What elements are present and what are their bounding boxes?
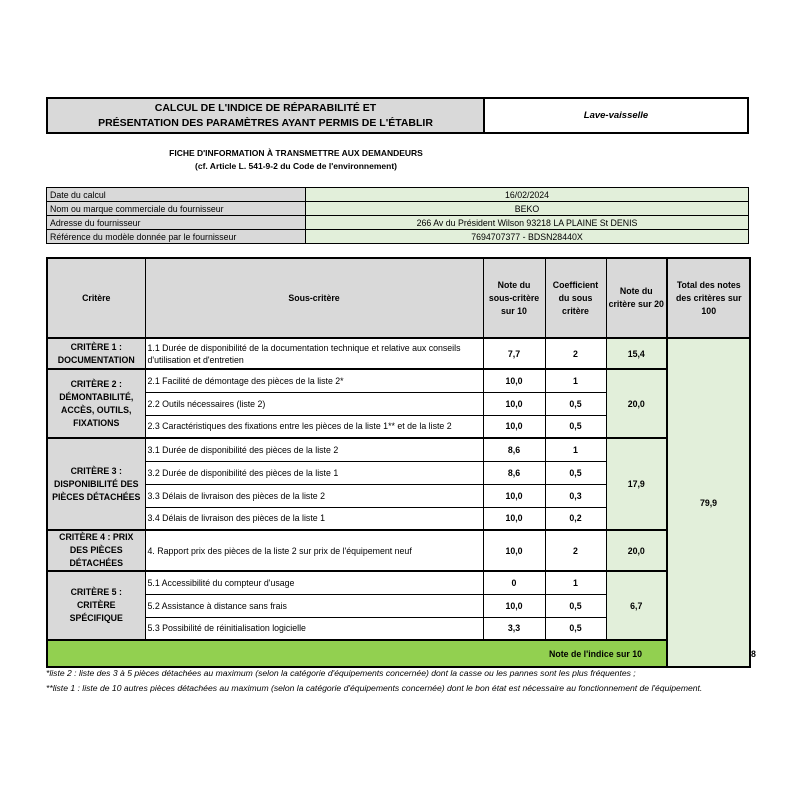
- table-row: [47, 438, 750, 461]
- criterion-4-score: 20,0: [606, 530, 667, 571]
- sub-criterion-coef: 0,5: [545, 392, 606, 415]
- table-row: [47, 369, 750, 392]
- sub-criterion-note: 10,0: [483, 530, 545, 571]
- info-row: [47, 202, 749, 216]
- sub-criterion-label: 5.1 Accessibilité du compteur d'usage: [145, 571, 483, 594]
- index-footer-row: Note de l'indice sur 10 8: [47, 640, 750, 667]
- fiche-reference: (cf. Article L. 541-9-2 du Code de l'environnement): [195, 161, 397, 171]
- header-note-critere: Note du critère sur 20: [606, 258, 667, 338]
- info-value: BEKO: [306, 202, 749, 216]
- criterion-3-score: 17,9: [606, 438, 667, 530]
- sub-criterion-note: 10,0: [483, 369, 545, 392]
- info-row: [47, 216, 749, 230]
- sub-criterion-label: 2.2 Outils nécessaires (liste 2): [145, 392, 483, 415]
- title-line-2: PRÉSENTATION DES PARAMÈTRES AYANT PERMIS DE L'ÉTABLIR: [98, 116, 433, 129]
- criterion-5-score: 6,7: [606, 571, 667, 640]
- info-row: [47, 188, 749, 202]
- sub-criterion-note: 8,6: [483, 438, 545, 461]
- table-row: [47, 530, 750, 571]
- criterion-3-name: CRITÈRE 3 : DISPONIBILITÉ DES PIÈCES DÉTACHÉES: [47, 438, 145, 530]
- sub-criterion-label: 2.1 Facilité de démontage des pièces de la liste 2*: [145, 369, 483, 392]
- title-line-1: CALCUL DE L'INDICE DE RÉPARABILITÉ ET: [154, 101, 377, 114]
- header-critere: Critère: [47, 258, 145, 338]
- sub-criterion-label: 3.3 Délais de livraison des pièces de la liste 2: [145, 484, 483, 507]
- sub-criterion-note: 3,3: [483, 617, 545, 640]
- info-value: 7694707377 - BDSN28440X: [306, 230, 749, 244]
- sub-criterion-label: 3.4 Délais de livraison des pièces de la liste 1: [145, 507, 483, 530]
- sub-criterion-note: 10,0: [483, 484, 545, 507]
- table-row: [47, 338, 750, 369]
- sub-criterion-note: 7,7: [483, 338, 545, 369]
- sub-criterion-label: 5.3 Possibilité de réinitialisation logicielle: [145, 617, 483, 640]
- sub-criterion-note: 8,6: [483, 461, 545, 484]
- sub-criterion-coef: 1: [545, 438, 606, 461]
- header-box: [46, 97, 749, 134]
- criterion-2-score: 20,0: [606, 369, 667, 438]
- info-value: 266 Av du Président Wilson 93218 LA PLAINE St DENIS: [306, 216, 749, 230]
- header-note-sous-critere: Note du sous-critère sur 10: [483, 258, 545, 338]
- criterion-1-name: CRITÈRE 1 : DOCUMENTATION: [47, 338, 145, 369]
- sub-criterion-coef: 1: [545, 571, 606, 594]
- total-score: 79,9: [667, 338, 750, 667]
- sub-criterion-note: 10,0: [483, 415, 545, 438]
- header-sous-critere: Sous-critère: [145, 258, 483, 338]
- info-label: Date du calcul: [47, 188, 306, 202]
- sub-criterion-label: 5.2 Assistance à distance sans frais: [145, 594, 483, 617]
- footnote-liste-2: *liste 2 : liste des 3 à 5 pièces détachées au maximum (selon la catégorie d'équipements concernée) dont la casse ou les pannes sont les plus fréquentes ;: [46, 668, 636, 678]
- sub-criterion-label: 4. Rapport prix des pièces de la liste 2 sur prix de l'équipement neuf: [145, 530, 483, 571]
- info-label: Adresse du fournisseur: [47, 216, 306, 230]
- criterion-2-name: CRITÈRE 2 : DÉMONTABILITÉ, ACCÈS, OUTILS, FIXATIONS: [47, 369, 145, 438]
- sub-criterion-coef: 1: [545, 369, 606, 392]
- sub-criterion-label: 2.3 Caractéristiques des fixations entre les pièces de la liste 1** et de la liste 2: [145, 415, 483, 438]
- criterion-1-score: 15,4: [606, 338, 667, 369]
- info-value: 16/02/2024: [306, 188, 749, 202]
- footnote-liste-1: **liste 1 : liste de 10 autres pièces détachées au maximum (selon la catégorie d'équipements concernée) dont le bon état est nécessaire au fonctionnement de l'équipement.: [46, 682, 703, 693]
- info-label: Référence du modèle donnée par le fournisseur: [47, 230, 306, 244]
- info-row: [47, 230, 749, 244]
- fiche-title: FICHE D'INFORMATION À TRANSMETTRE AUX DEMANDEURS: [169, 148, 423, 158]
- repairability-table: [46, 257, 756, 668]
- sub-criterion-coef: 0,5: [545, 415, 606, 438]
- header-coefficient: Coefficient du sous critère: [545, 258, 606, 338]
- sub-criterion-label: 3.2 Durée de disponibilité des pièces de la liste 1: [145, 461, 483, 484]
- sub-criterion-coef: 2: [545, 338, 606, 369]
- sub-criterion-note: 0: [483, 571, 545, 594]
- index-label: Note de l'indice sur 10: [47, 640, 667, 667]
- sub-criterion-label: 3.1 Durée de disponibilité des pièces de la liste 2: [145, 438, 483, 461]
- supplier-info-table: [46, 187, 749, 244]
- table-row: [47, 571, 750, 594]
- product-category: Lave-vaisselle: [583, 110, 649, 121]
- table-header-row: [47, 258, 750, 338]
- sub-criterion-label: 1.1 Durée de disponibilité de la documentation technique et relative aux conseils d'utilisation et d'entretien: [145, 338, 483, 369]
- info-label: Nom ou marque commerciale du fournisseur: [47, 202, 306, 216]
- header-total: Total des notes des critères sur 100: [667, 258, 750, 338]
- footnotes: [46, 666, 752, 695]
- sub-criterion-coef: 0,2: [545, 507, 606, 530]
- criterion-5-name: CRITÈRE 5 : CRITÈRE SPÉCIFIQUE: [47, 571, 145, 640]
- sub-criterion-note: 10,0: [483, 594, 545, 617]
- sub-criterion-coef: 0,3: [545, 484, 606, 507]
- sub-criterion-coef: 0,5: [545, 461, 606, 484]
- criterion-4-name: CRITÈRE 4 : PRIX DES PIÈCES DÉTACHÉES: [47, 530, 145, 571]
- sub-criterion-note: 10,0: [483, 507, 545, 530]
- sub-criterion-coef: 2: [545, 530, 606, 571]
- sub-criterion-coef: 0,5: [545, 617, 606, 640]
- sub-criterion-coef: 0,5: [545, 594, 606, 617]
- document-title: [48, 99, 485, 132]
- sub-criterion-note: 10,0: [483, 392, 545, 415]
